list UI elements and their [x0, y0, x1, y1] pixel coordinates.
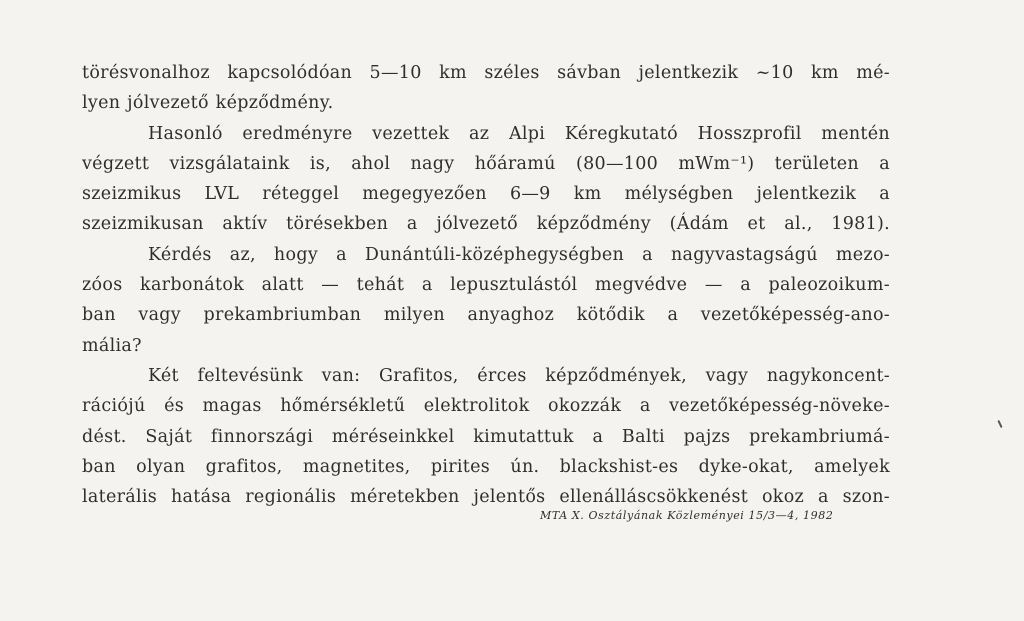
- journal-footer: MTA X. Osztályának Közleményei 15/3—4, 1982: [540, 509, 834, 522]
- text-line: ban vagy prekambriumban milyen anyaghoz kötődik a vezetőképesség-ano-: [82, 305, 890, 326]
- text-line: laterális hatása regionális méretekben jelentős ellenálláscsökkenést okoz a szon-: [82, 487, 890, 508]
- text-line: törésvonalhoz kapcsolódóan 5—10 km széles sávban jelentkezik ~10 km mé-: [82, 63, 890, 83]
- text-line: mália?: [82, 335, 142, 356]
- scan-speck: [997, 420, 1002, 428]
- text-line: lyen jólvezető képződmény.: [82, 93, 334, 114]
- text-line: zóos karbonátok alatt — tehát a lepusztulástól megvédve — a paleozoikum-: [82, 275, 890, 296]
- text-line: Kérdés az, hogy a Dunántúli-középhegységben a nagyvastagságú mezo-: [148, 244, 890, 265]
- text-line: szeizmikusan aktív törésekben a jólvezető képződmény (Ádám et al., 1981).: [82, 214, 890, 235]
- body-text: [82, 58, 890, 512]
- text-line: szeizmikus LVL réteggel megegyezően 6—9 km mélységben jelentkezik a: [82, 184, 890, 205]
- text-line: dést. Saját finnországi méréseinkkel kimutattuk a Balti pajzs prekambriumá-: [82, 426, 890, 447]
- text-line: Két feltevésünk van: Grafitos, érces képződmények, vagy nagykoncent-: [148, 365, 890, 386]
- text-line: Hasonló eredményre vezettek az Alpi Kéregkutató Hosszprofil mentén: [148, 123, 890, 144]
- text-line: ban olyan grafitos, magnetites, pirites ún. blackshist-es dyke-okat, amelyek: [82, 456, 890, 477]
- text-line: rációjú és magas hőmérsékletű elektrolitok okozzák a vezetőképesség-növeke-: [82, 396, 890, 417]
- text-line: végzett vizsgálataink is, ahol nagy hőáramú (80—100 mWm⁻¹) területen a: [82, 153, 890, 174]
